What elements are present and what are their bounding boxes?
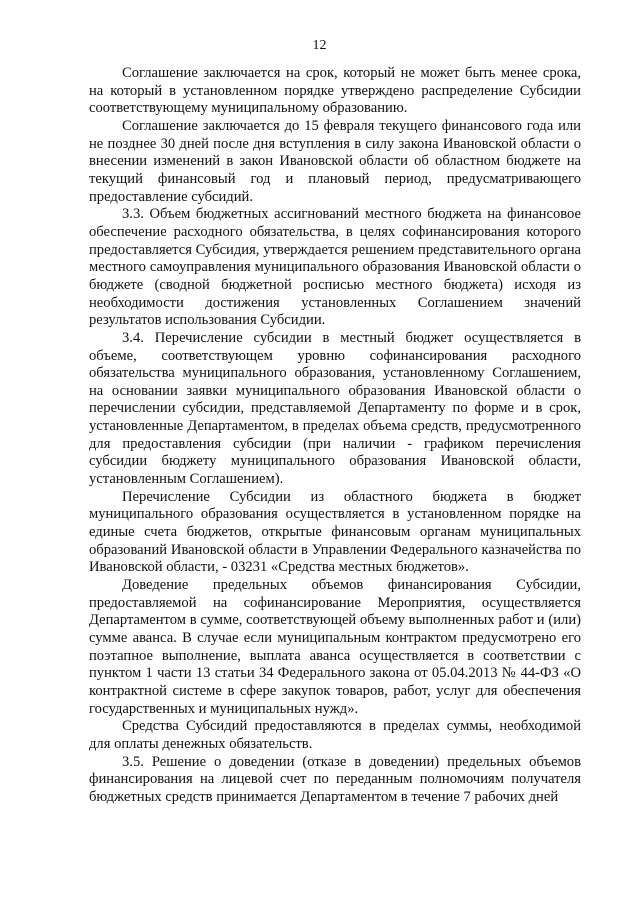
paragraph-agreement-term: Соглашение заключается на срок, который не может быть менее срока, на который в установленном порядке утверждено распределение Субсидии соответствующему муниципальному образованию. <box>89 65 581 117</box>
paragraph-3-4: 3.4. Перечисление субсидии в местный бюджет осуществляется в объеме, соответствующем уровню софинансирования расходного обязательства муниципального образования, установленному Соглашением, на основании заявки муниципального образования Ивановской области о перечислении субсидии, представляемой Департаменту по форме и в срок, установленные Департаментом, в пределах объема средств, предусмотренного для предоставления субсидии (при наличии - графиком перечисления субсидии бюджету муниципального образования Ивановской области, установленным Соглашением). <box>89 329 581 488</box>
paragraph-transfer: Перечисление Субсидии из областного бюджета в бюджет муниципального образования осуществляется в установленном порядке на единые счета бюджетов, открытые финансовым органам муниципальных образований Ивановской области в Управлении Федерального казначейства по Ивановской области, - 03231 «Средства местных бюджетов». <box>89 488 581 576</box>
paragraph-agreement-deadline: Соглашение заключается до 15 февраля текущего финансового года или не позднее 30 дней после дня вступления в силу закона Ивановской области о внесении изменений в закон Ивановской области об областном бюджете на текущий финансовый год и плановый период, предусматривающего предоставление субсидий. <box>89 117 581 205</box>
page-number: 12 <box>312 38 327 53</box>
paragraph-subsidy-funds: Средства Субсидий предоставляются в пределах суммы, необходимой для оплаты денежных обязательств. <box>89 718 581 752</box>
paragraph-3-3: 3.3. Объем бюджетных ассигнований местного бюджета на финансовое обеспечение расходного обязательства, в целях софинансирования которого предоставляется Субсидия, утверждается решением представительного органа местного самоуправления муниципального образования Ивановской области о бюджете (сводной бюджетной росписью местного бюджета) исходя из необходимости достижения установленных Соглашением значений результатов использования Субсидии. <box>89 206 581 329</box>
paragraph-financing-limits: Доведение предельных объемов финансирования Субсидии, предоставляемой на софинансирование Мероприятия, осуществляется Департаментом в сумме, соответствующей объему выполненных работ и (или) сумме аванса. В случае если муниципальным контрактом предусмотрено его поэтапное выполнение, выплата аванса осуществляется в соответствии с пунктом 1 части 13 статьи 34 Федерального закона от 05.04.2013 № 44-ФЗ «О контрактной системе в сфере закупок товаров, работ, услуг для обеспечения государственных и муниципальных нужд». <box>89 577 581 717</box>
document-body <box>89 65 581 807</box>
paragraph-3-5: 3.5. Решение о доведении (отказе в доведении) предельных объемов финансирования на лицевой счет по переданным полномочиям получателя бюджетных средств принимается Департаментом в течение 7 рабочих дней <box>89 753 581 805</box>
